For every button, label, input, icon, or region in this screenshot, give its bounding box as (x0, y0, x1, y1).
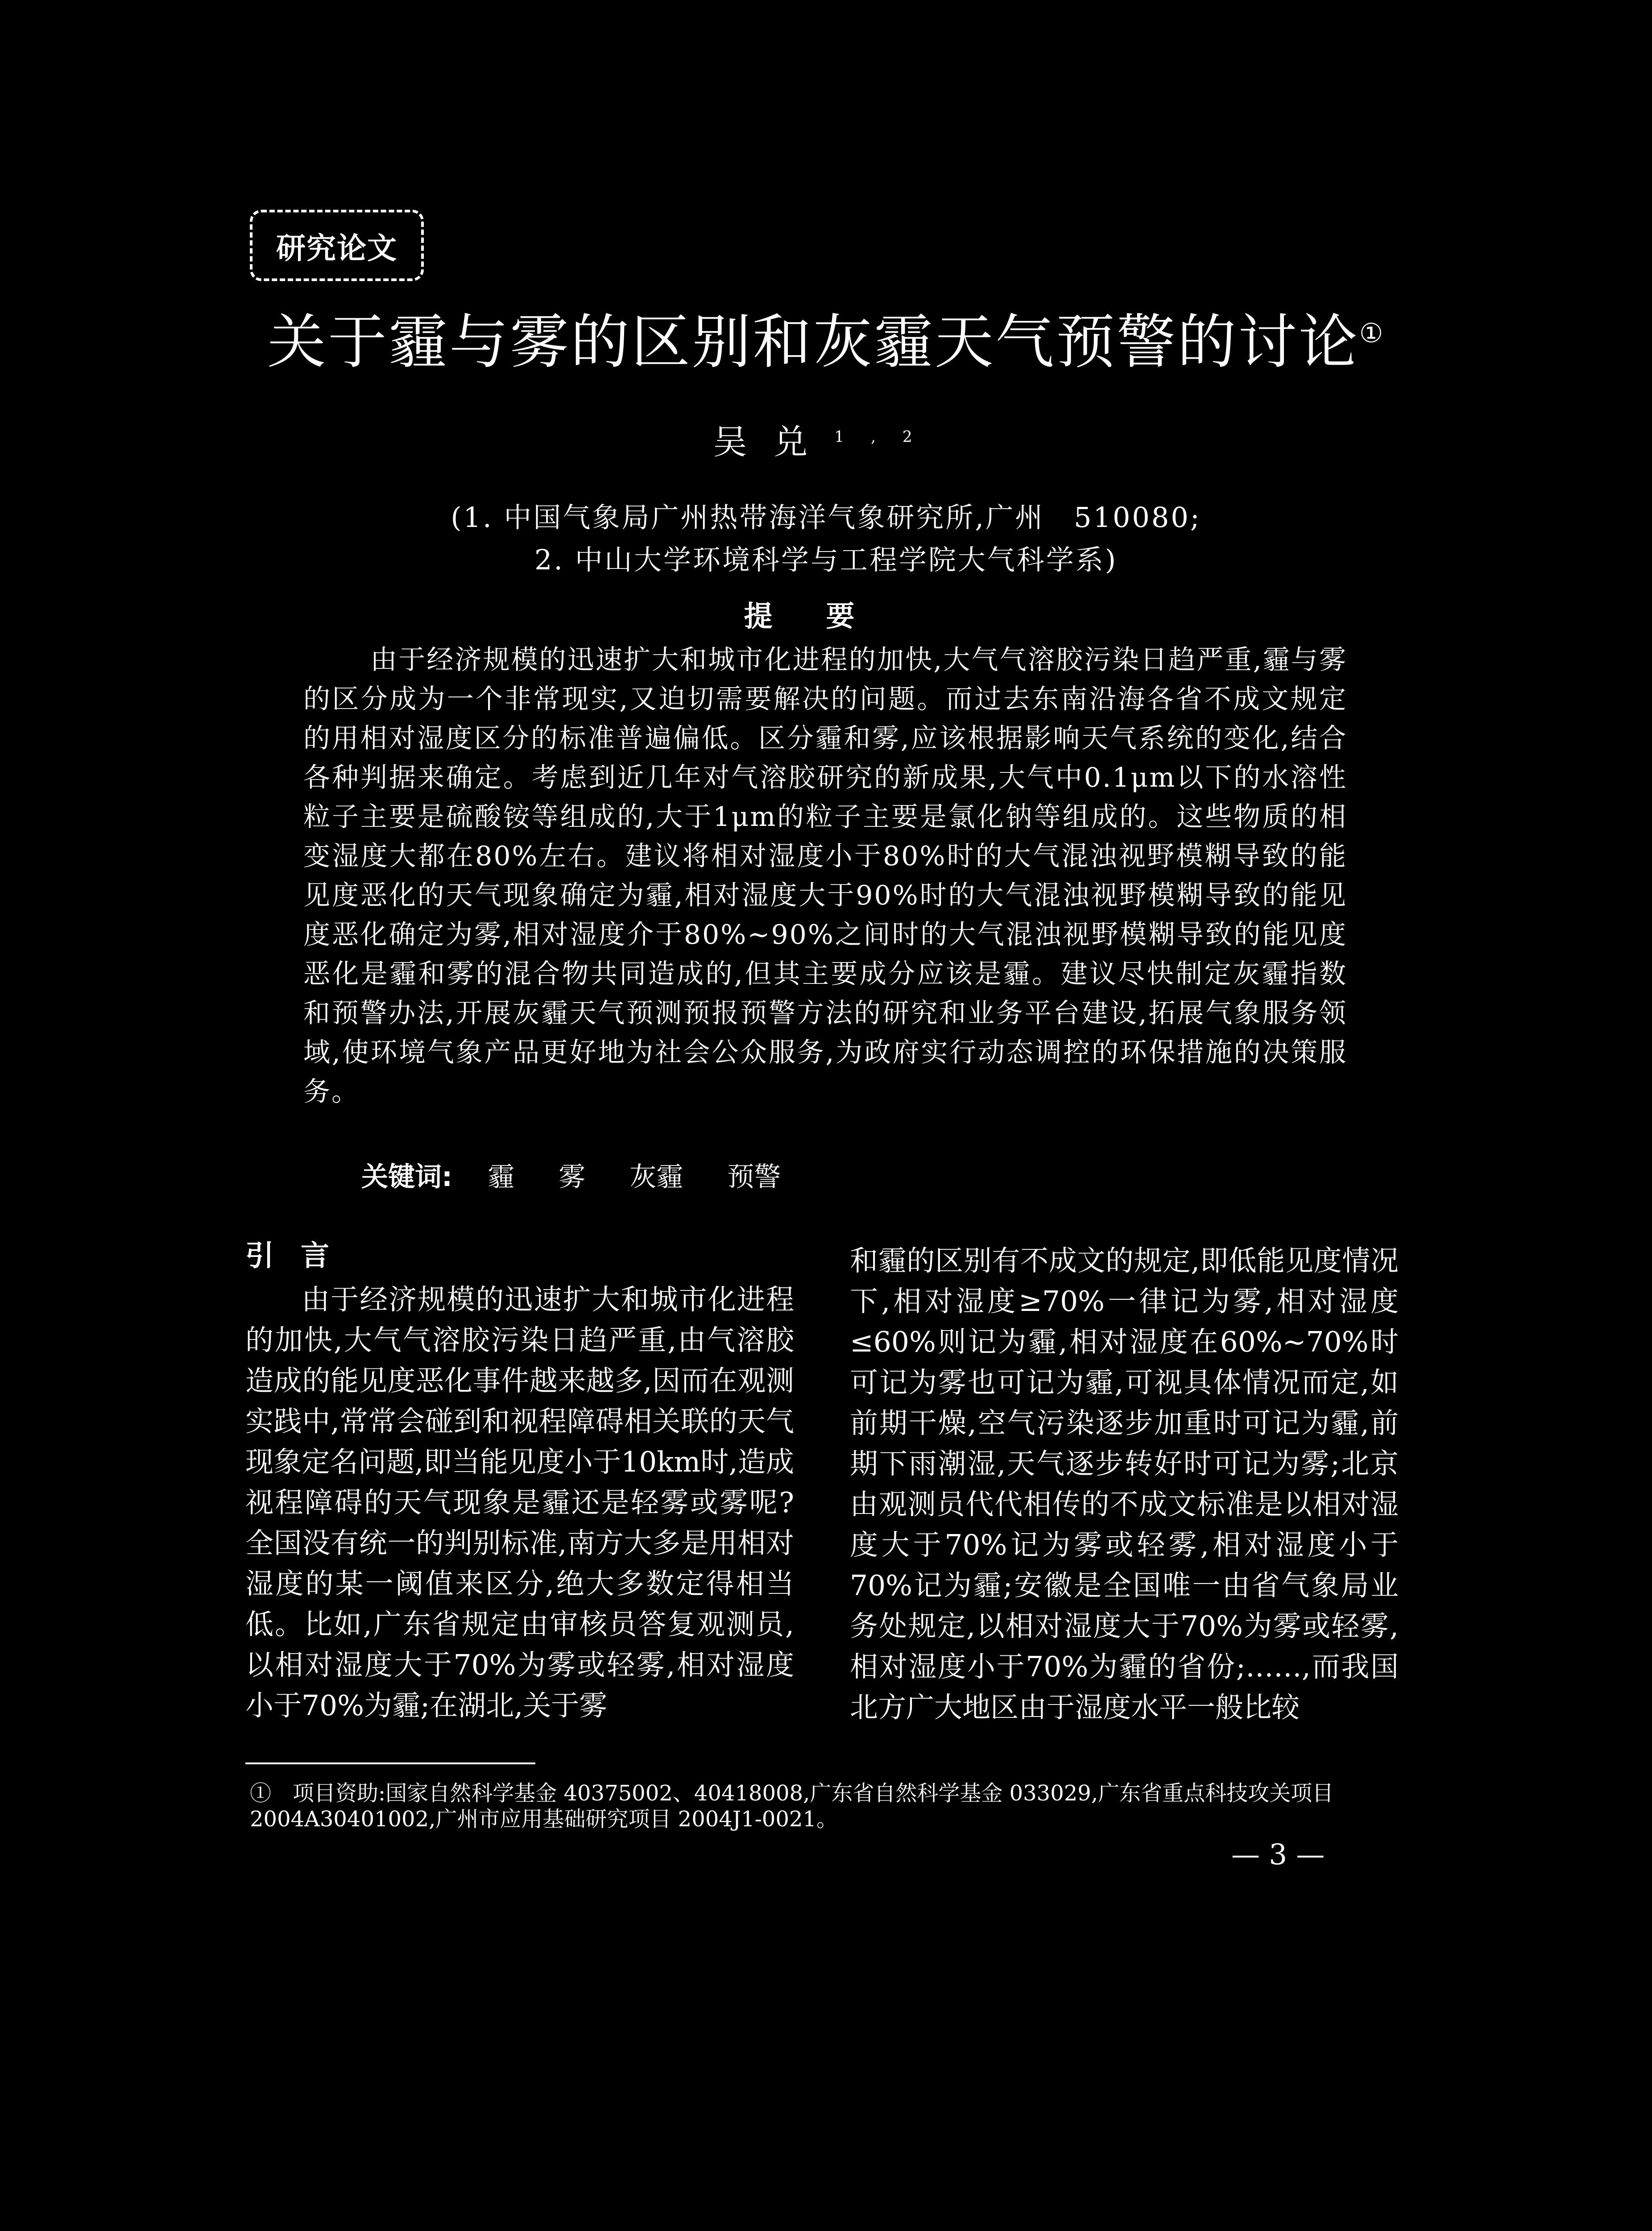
keyword-item: 灰霾 (629, 1161, 683, 1193)
section-label (250, 210, 424, 281)
title-footnote-mark: ① (1359, 318, 1385, 349)
author (0, 415, 1652, 464)
author-affil-marks: 1,2 (834, 428, 939, 446)
keywords-label: 关键词: (361, 1161, 452, 1193)
affiliation-line-1: (1. 中国气象局广州热带海洋气象研究所,广州 510080; (451, 501, 1201, 534)
footnote-text: 项目资助:国家自然科学基金 40375002、40418008,广东省自然科学基金 033029,广东省重点科技攻关项目2004A30401002,广州市应用基础研究项目 2004J1-0021。 (250, 1781, 1334, 1832)
intro-paragraph: 由于经济规模的迅速扩大和城市化进程的加快,大气气溶胶污染日趋严重,由气溶胶造成的能见度恶化事件越来越多,因而在观测实践中,常常会碰到和视程障碍相关联的天气现象定名问题,即当能见度小于10km时,造成视程障碍的天气现象是霾还是轻雾或雾呢?全国没有统一的判别标准,南方大多是用相对湿度的某一阈值来区分,绝大多数定得相当低。比如,广东省规定由审核员答复观测员,以相对湿度大于70%为雾或轻雾,相对湿度小于70%为霾;在湖北,关于雾 (245, 1283, 794, 1722)
keyword-item: 雾 (559, 1161, 586, 1193)
keyword-item: 预警 (727, 1161, 781, 1193)
affiliation-line-2: 2. 中山大学环境科学与工程学院大气科学系) (534, 543, 1118, 576)
footnote-mark: ① (250, 1781, 272, 1806)
intro-paragraph-continued: 和霾的区别有不成文的规定,即低能见度情况下,相对湿度≥70%一律记为雾,相对湿度≤60%则记为霾,相对湿度在60%~70%时可记为雾也可记为霾,可视具体情况而定,如前期干燥,空气污染逐步加重时可记为霾,前期下雨潮湿,天气逐步转好时可记为雾;北京由观测员代代相传的不成文标准是以相对湿度大于70%记为雾或轻雾,相对湿度小于70%记为霾;安徽是全国唯一由省气象局业务处规定,以相对湿度大于70%为雾或轻雾,相对湿度小于70%为霾的省份;……,而我国北方广大地区由于湿度水平一般比较 (850, 1244, 1399, 1724)
keywords (361, 1156, 816, 1194)
page-number: — 3 — (1231, 1838, 1325, 1871)
footnote (250, 1780, 1410, 1832)
paper-title (0, 294, 1652, 379)
footnote-divider (245, 1762, 535, 1764)
section-label-text: 研究论文 (276, 231, 397, 265)
intro-heading: 引言 (245, 1240, 356, 1273)
abstract-body: 由于经济规模的迅速扩大和城市化进程的加快,大气气溶胶污染日趋严重,霾与雾的区分成为一个非常现实,又迫切需要解决的问题。而过去东南沿海各省不成文规定的用相对湿度区分的标准普遍偏低。区分霾和雾,应该根据影响天气系统的变化,结合各种判据来确定。考虑到近几年对气溶胶研究的新成果,大气中0.1μm以下的水溶性粒子主要是硫酸铵等组成的,大于1μm的粒子主要是氯化钠等组成的。这些物质的相变湿度大都在80%左右。建议将相对湿度小于80%时的大气混浊视野模糊导致的能见度恶化的天气现象确定为霾,相对湿度大于90%时的大气混浊视野模糊导致的能见度恶化确定为雾,相对湿度介于80%~90%之间时的大气混浊视野模糊导致的能见度恶化是霾和雾的混合物共同造成的,但其主要成分应该是霾。建议尽快制定灰霾指数和预警办法,开展灰霾天气预测预报预警方法的研究和业务平台建设,拓展气象服务领域,使环境气象产品更好地为社会公众服务,为政府实行动态调控的环保措施的决策服务。 (303, 644, 1347, 1107)
paper-title-text: 关于霾与雾的区别和灰霾天气预警的讨论 (267, 308, 1359, 377)
author-name: 吴兑 (713, 422, 835, 462)
keyword-item: 霾 (488, 1161, 515, 1193)
abstract-heading: 提要 (744, 600, 908, 633)
body-column-right (850, 1240, 1399, 1728)
body-column-left (245, 1236, 794, 1726)
